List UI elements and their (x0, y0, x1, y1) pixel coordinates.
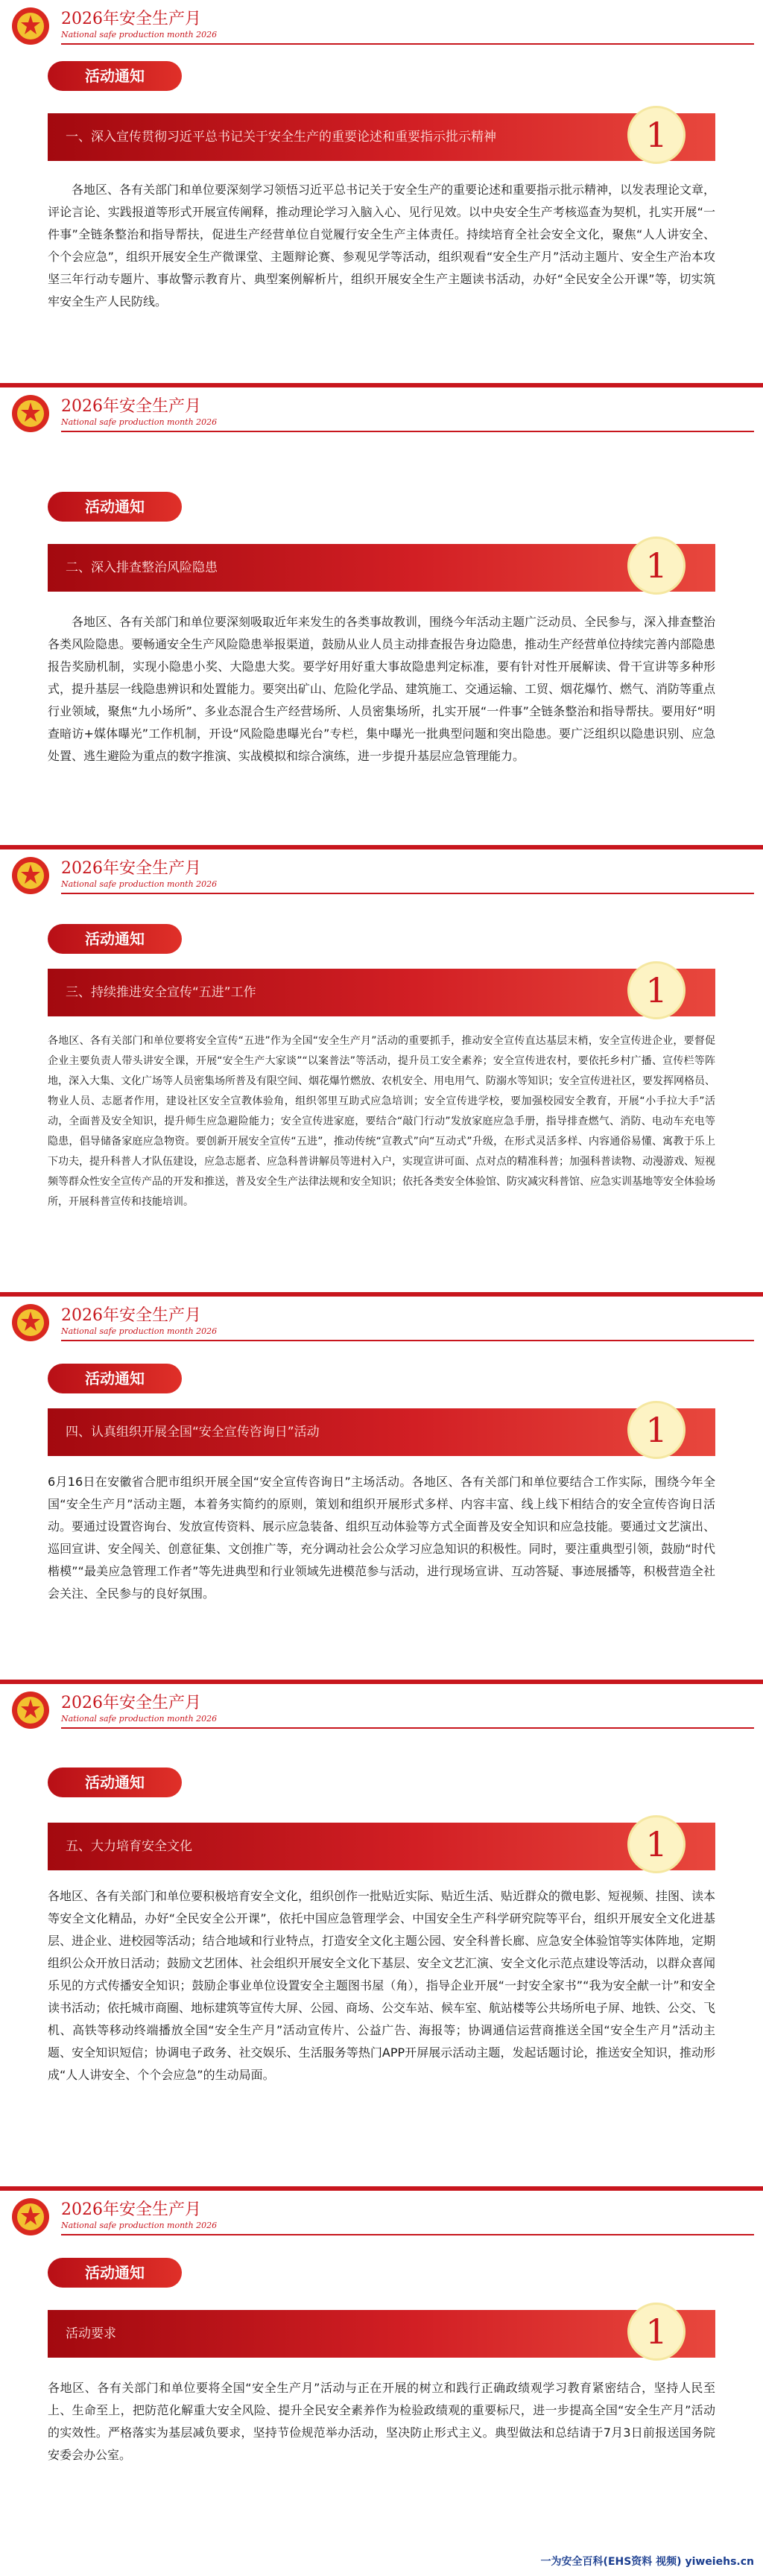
header-divider (61, 1727, 754, 1729)
section-body: 各地区、各有关部门和单位要深刻学习领悟习近平总书记关于安全生产的重要论述和重要指示批示精神，以发表理论文章，评论言论、实践报道等形式开展宣传阐释，推动理论学习入脑入心、见行见效。以中央安全生产考核巡查为契机，扎实开展“一件事”全链条整治和指导帮扶，促进生产经营单位自觉履行安全生产主体责任。持续培育全社会安全文化，聚焦“人人讲安全、个个会应急”，组织开展安全生产微课堂、主题辩论赛、参观见学等活动，组织观看“安全生产月”活动主题片、安全生产治本攻坚三年行动专题片、事故警示教育片、典型案例解析片，组织开展安全生产主题读书活动，办好“全民安全公开课”等，切实筑牢安全生产人民防线。 (48, 183, 716, 308)
notice-tag: 活动通知 (48, 1364, 182, 1393)
number-badge: 1 (627, 537, 686, 595)
section-banner (48, 544, 715, 592)
header-divider (61, 431, 754, 432)
emblem-icon (10, 1690, 51, 1730)
emblem-icon (10, 2197, 51, 2237)
notice-tag: 活动通知 (48, 2258, 182, 2288)
section-heading: 四、认真组织开展全国“安全宣传咨询日”活动 (66, 1425, 320, 1440)
header-divider (61, 43, 754, 45)
section-body: 各地区、各有关部门和单位要积极培育安全文化，组织创作一批贴近实际、贴近生活、贴近群众的微电影、短视频、挂图、读本等安全文化精品，办好“全民安全公开课”，依托中国应急管理学会、中国安全生产科学研究院等平台，组织开展安全文化进基层、进企业、进校园等活动；结合地域和行业特点，打造安全文化主题公园、安全科普长廊、应急安全体验馆等实体阵地，定期组织公众开放日活动；鼓励文艺团体、社会组织开展安全文化下基层、安全文艺汇演、安全文化示范点建设等活动，以群众喜闻乐见的方式传播安全知识；鼓励企事业单位设置安全主题图书屋（角），指导企业开展“一封安全家书”“我为安全献一计”和安全读书活动；依托城市商圈、地标建筑等宣传大屏、公园、商场、公交车站、候车室、航站楼等公共场所电子屏、地铁、公交、飞机、高铁等移动终端播放全国“安全生产月”活动宣传片、公益广告、海报等；协调通信运营商推送全国“安全生产月”活动主题、安全知识短信；协调电子政务、社交娱乐、生活服务等热门APP开屏展示活动主题，发起话题讨论，推送安全知识，推动形成“人人讲安全、个个会应急”的生动局面。 (48, 1889, 716, 2082)
month-title: 2026年安全生产月 (61, 1306, 201, 1325)
notice-slide-5 (0, 1684, 763, 2191)
month-title: 2026年安全生产月 (61, 10, 201, 28)
section-body: 各地区、各有关部门和单位要深刻吸取近年来发生的各类事故教训，围绕今年活动主题广泛动员、全民参与，深入排查整治各类风险隐患。要畅通安全生产风险隐患举报渠道，鼓励从业人员主动排查报告身边隐患，推动生产经营单位持续完善内部隐患报告奖励机制，实现小隐患小奖、大隐患大奖。要学好用好重大事故隐患判定标准，要有针对性开展解读、骨干宣讲等多种形式，提升基层一线隐患辨识和处置能力。要突出矿山、危险化学品、建筑施工、交通运输、工贸、烟花爆竹、燃气、消防等重点行业领域，聚焦“九小场所”、多业态混合生产经营场所、人员密集场所，扎实开展“一件事”全链条整治和指导帮扶。要用好“明查暗访+媒体曝光”工作机制，开设“风险隐患曝光台”专栏，集中曝光一批典型问题和突出隐患。要广泛组织以隐患识别、应急处置、逃生避险为重点的数字推演、实战模拟和综合演练，进一步提升基层应急管理能力。 (48, 615, 716, 763)
section-heading: 三、持续推进安全宣传“五进”工作 (66, 985, 256, 1000)
month-subtitle: National safe production month 2026 (61, 2221, 218, 2230)
section-heading: 五、大力培育安全文化 (66, 1839, 192, 1854)
header-divider (61, 893, 754, 894)
number-badge: 1 (627, 961, 686, 1019)
month-title: 2026年安全生产月 (61, 1694, 201, 1712)
section-banner (48, 2310, 715, 2358)
section-body: 各地区、各有关部门和单位要将安全宣传“五进”作为全国“安全生产月”活动的重要抓手，推动安全宣传直达基层末梢，安全宣传进企业，要督促企业主要负责人带头讲安全课，开展“安全生产大家谈”“以案普法”等活动，提升员工安全素养；安全宣传进农村，要依托乡村广播、宣传栏等阵地，深入大集、文化广场等人员密集场所普及有限空间、烟花爆竹燃放、农机安全、用电用气、防溺水等知识；安全宣传进社区，要发挥网格员、物业人员、志愿者作用，建设社区安全宣教体验角，组织邻里互助式应急培训；安全宣传进学校，要加强校园安全教育，开展“小手拉大手”活动，全面普及安全知识，提升师生应急避险能力；安全宣传进家庭，要结合“敲门行动”发放家庭应急手册，指导排查燃气、消防、电动车充电等隐患，倡导储备家庭应急物资。要创新开展安全宣传“五进”，推动传统“宣教式”向“互动式”升级，在形式灵活多样、内容通俗易懂、寓教于乐上下功夫，提升科普人才队伍建设，应急志愿者、应急科普讲解员等进村入户，实现宣讲可面、点对点的精准科普；加强科普读物、动漫游戏、短视频等群众性安全宣传产品的开发和推送，普及安全生产法律法规和安全知识；依托各类安全体验馆、防灾减灾科普馆、应急实训基地等安全体验场所，开展科普宣传和技能培训。 (48, 1035, 715, 1208)
slide-header (0, 849, 763, 902)
section-body: 6月16日在安徽省合肥市组织开展全国“安全宣传咨询日”主场活动。各地区、各有关部门和单位要结合工作实际，围绕今年全国“安全生产月”活动主题，本着务实简约的原则，策划和组织开展形式多样、内容丰富、线上线下相结合的安全宣传咨询日活动。要通过设置咨询台、发放宣传资料、展示应急装备、组织互动体验等方式全面普及安全知识和应急技能。要通过文艺演出、巡回宣讲、安全闯关、创意征集、文创推广等，充分调动社会公众学习应急知识的积极性。同时，要注重典型引领，鼓励“时代楷模”“最美应急管理工作者”等先进典型和行业领域先进模范参与活动，进行现场宣讲、互动答疑、事迹展播等，积极营造全社会关注、全民参与的良好氛围。 (48, 1475, 716, 1601)
slide-header (0, 387, 763, 440)
number-badge: 1 (627, 106, 686, 164)
emblem-icon (10, 393, 51, 434)
slide-header (0, 1297, 763, 1349)
month-title: 2026年安全生产月 (61, 859, 201, 878)
notice-slide-4 (0, 1297, 763, 1684)
section-banner (48, 969, 715, 1016)
month-title: 2026年安全生产月 (61, 2200, 201, 2219)
notice-slide-6 (0, 2191, 763, 2576)
notice-slide-2 (0, 387, 763, 849)
section-heading: 一、深入宣传贯彻习近平总书记关于安全生产的重要论述和重要指示批示精神 (66, 130, 496, 145)
slide-header (0, 1684, 763, 1736)
notice-slide-1 (0, 0, 763, 387)
header-divider (61, 2234, 754, 2235)
header-divider (61, 1340, 754, 1341)
emblem-icon (10, 855, 51, 896)
month-subtitle: National safe production month 2026 (61, 1714, 218, 1724)
month-subtitle: National safe production month 2026 (61, 417, 218, 427)
slide-header (0, 2191, 763, 2243)
notice-slide-3 (0, 849, 763, 1297)
section-banner (48, 113, 715, 161)
month-subtitle: National safe production month 2026 (61, 879, 218, 889)
month-title: 2026年安全生产月 (61, 397, 201, 416)
emblem-icon (10, 6, 51, 46)
number-badge: 1 (627, 1401, 686, 1459)
section-banner (48, 1408, 715, 1456)
number-badge: 1 (627, 2303, 686, 2361)
month-subtitle: National safe production month 2026 (61, 1326, 218, 1336)
notice-tag: 活动通知 (48, 61, 182, 91)
section-heading: 二、深入排查整治风险隐患 (66, 560, 218, 575)
month-subtitle: National safe production month 2026 (61, 30, 218, 39)
site-watermark: 一为安全百科(EHS资料 视频) yiweiehs.cn (540, 2556, 754, 2568)
notice-tag: 活动通知 (48, 924, 182, 954)
number-badge: 1 (627, 1815, 686, 1873)
section-body: 各地区、各有关部门和单位要将全国“安全生产月”活动与正在开展的树立和践行正确政绩观学习教育紧密结合，坚持人民至上、生命至上，把防范化解重大安全风险、提升全民安全素养作为检验政绩观的重要标尺，进一步提高全国“安全生产月”活动的实效性。严格落实为基层减负要求，坚持节俭规范举办活动，坚决防止形式主义。典型做法和总结请于7月3日前报送国务院安委会办公室。 (48, 2381, 715, 2462)
slide-header (0, 0, 763, 52)
notice-tag: 活动通知 (48, 1768, 182, 1797)
section-heading: 活动要求 (66, 2326, 116, 2341)
notice-tag: 活动通知 (48, 492, 182, 522)
section-banner (48, 1823, 715, 1870)
emblem-icon (10, 1303, 51, 1343)
